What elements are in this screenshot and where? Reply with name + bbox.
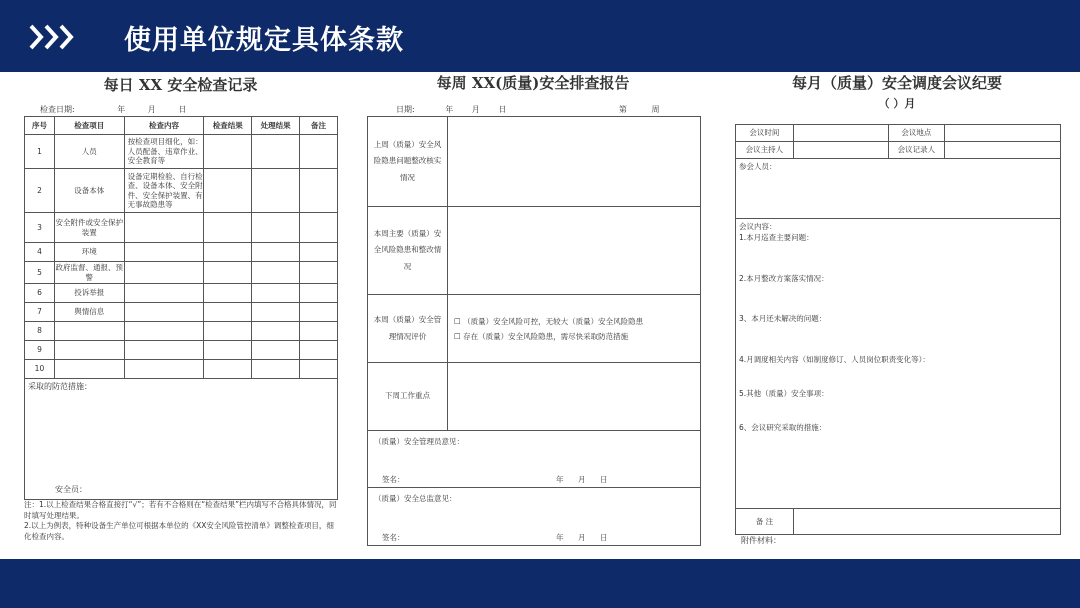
daily-table-header [25, 117, 338, 135]
row-content [124, 303, 204, 322]
row-result[interactable] [204, 322, 252, 341]
row-result[interactable] [204, 169, 252, 213]
monthly-table [735, 124, 1061, 535]
daily-date-year: 年 [117, 105, 126, 114]
row-handling[interactable] [252, 213, 300, 243]
sign-month: 月 [578, 532, 586, 542]
row-no: 10 [25, 360, 55, 379]
sign-day: 日 [600, 532, 608, 542]
content-item: 6、会议研究采取的措施： [739, 423, 827, 433]
table-row [25, 213, 338, 243]
table-row [25, 341, 338, 360]
remark-value[interactable] [793, 509, 1060, 535]
weekly-row-label: 本周（质量）安全管理情况评价 [368, 295, 448, 363]
row-handling[interactable] [252, 243, 300, 262]
weekly-report [364, 72, 702, 559]
weekly-evaluation-options [448, 295, 701, 363]
row-handling[interactable] [252, 360, 300, 379]
manager-opinion-label: （质量）安全管理员意见： [374, 437, 464, 446]
row-no: 5 [25, 262, 55, 284]
content-item: 4.月调度相关内容（如制度修订、人员岗位职责变化等）： [739, 354, 930, 364]
row-handling[interactable] [252, 341, 300, 360]
attendees-label: 参会人员： [739, 162, 777, 171]
row-remark[interactable] [300, 243, 338, 262]
meeting-time-value[interactable] [793, 125, 888, 142]
row-handling[interactable] [252, 284, 300, 303]
weekly-row-content[interactable] [448, 207, 701, 295]
row-content [124, 213, 204, 243]
attendees-box[interactable] [736, 159, 1061, 219]
daily-date-day: 日 [178, 105, 187, 114]
chevron-right-icon [28, 22, 78, 52]
recorder-label: 会议记录人 [888, 142, 945, 159]
remark-label: 备 注 [736, 509, 794, 535]
table-row [25, 360, 338, 379]
header-bar [0, 0, 1080, 72]
meeting-place-value[interactable] [945, 125, 1061, 142]
weekly-date-day: 日 [498, 105, 507, 114]
row-result[interactable] [204, 243, 252, 262]
table-row [736, 125, 1061, 142]
row-remark[interactable] [300, 303, 338, 322]
row-no: 9 [25, 341, 55, 360]
content-label: 会议内容： [739, 222, 777, 231]
host-label: 会议主持人 [736, 142, 794, 159]
monthly-minutes [731, 72, 1063, 559]
table-row [25, 284, 338, 303]
evaluation-option-checkbox[interactable]: ☐ （质量）安全风险可控，无较大（质量）安全风险隐患 [454, 316, 644, 326]
page-title: 使用单位规定具体条款 [124, 25, 404, 56]
safety-officer-label: 安全员： [55, 485, 87, 494]
row-remark[interactable] [300, 213, 338, 243]
weekly-row-content[interactable] [448, 117, 701, 207]
table-row [25, 322, 338, 341]
weekly-title: 每周 XX(质量)安全排查报告 [436, 74, 630, 92]
row-no: 6 [25, 284, 55, 303]
row-result[interactable] [204, 284, 252, 303]
sign-year: 年 [556, 474, 564, 484]
row-item: 政府监督、通报、预警 [55, 263, 124, 282]
table-row [25, 243, 338, 262]
content-item: 3、本月还未解决的问题： [739, 314, 827, 324]
table-row [25, 262, 338, 284]
row-item: 舆情信息 [54, 303, 124, 322]
weekly-week-label: 第 [618, 105, 627, 114]
row-result[interactable] [204, 360, 252, 379]
director-opinion-box[interactable] [368, 488, 701, 546]
note-2: 2.以上为例表，特种设备生产单位可根据本单位的《XX安全风险管控清单》调整检查项目，细化检查内容。 [24, 521, 334, 541]
row-content: 按检查项目细化，如：人员配备、违章作业、安全教育等 [124, 135, 204, 169]
row-handling[interactable] [252, 135, 300, 169]
daily-notes [24, 500, 338, 542]
row-item: 环境 [54, 243, 124, 262]
daily-date-label: 检查日期: [40, 105, 75, 114]
sign-day: 日 [600, 474, 608, 484]
row-content [124, 262, 204, 284]
weekly-row-label: 上周（质量）安全风险隐患问题整改核实情况 [368, 117, 448, 207]
table-row [25, 135, 338, 169]
content-item: 1.本月巡查主要问题： [739, 233, 814, 243]
row-remark[interactable] [300, 360, 338, 379]
table-row [368, 117, 701, 207]
meeting-time-label: 会议时间 [736, 125, 794, 142]
daily-check-record [22, 72, 339, 559]
row-no: 2 [25, 169, 55, 213]
recorder-value[interactable] [945, 142, 1061, 159]
row-result[interactable] [204, 262, 252, 284]
weekly-date-month: 月 [471, 105, 480, 114]
attachment-label: 附件材料： [741, 536, 781, 545]
sign-label: 签名： [382, 474, 405, 484]
table-row [25, 303, 338, 322]
sign-label: 签名： [382, 532, 405, 542]
row-item: 设备本体 [54, 169, 124, 213]
row-handling[interactable] [252, 169, 300, 213]
row-handling[interactable] [252, 322, 300, 341]
table-row [736, 142, 1061, 159]
daily-date-month: 月 [147, 105, 156, 114]
row-remark[interactable] [300, 169, 338, 213]
weekly-date-year: 年 [445, 105, 454, 114]
weekly-date-line [396, 104, 686, 115]
col-header: 检查项目 [54, 117, 124, 135]
meeting-content-box[interactable] [736, 219, 1061, 509]
row-no: 4 [25, 243, 55, 262]
row-remark[interactable] [300, 322, 338, 341]
monthly-subtitle: （ ）月 [878, 97, 916, 110]
row-item: 安全附件或安全保护装置 [54, 213, 124, 243]
weekly-row-label: 下周工作重点 [368, 363, 448, 431]
row-no: 8 [25, 322, 55, 341]
row-content [124, 341, 204, 360]
row-content [124, 322, 204, 341]
table-row [736, 219, 1061, 509]
meeting-place-label: 会议地点 [888, 125, 945, 142]
row-item [54, 360, 124, 379]
weekly-row-content[interactable] [448, 363, 701, 431]
row-remark[interactable] [300, 341, 338, 360]
sign-month: 月 [578, 474, 586, 484]
evaluation-option-checkbox[interactable]: ☐ 存在（质量）安全风险隐患，需尽快采取防范措施 [454, 331, 629, 341]
director-opinion-label: （质量）安全总监意见： [374, 494, 457, 503]
table-row [25, 169, 338, 213]
table-row [368, 295, 701, 363]
table-row [368, 431, 701, 488]
monthly-title: 每月（质量）安全调度会议纪要 [791, 74, 1002, 92]
row-no: 7 [25, 303, 55, 322]
col-header: 检查结果 [204, 117, 252, 135]
row-item: 人员 [54, 135, 124, 169]
weekly-row-label: 本周主要（质量）安全风险隐患和整改情况 [368, 207, 448, 295]
row-content: 设备定期检验、自行检查、设备本体、安全附件、安全保护装置、有无事故隐患等 [124, 169, 204, 213]
daily-title: 每日 XX 安全检查记录 [103, 76, 258, 94]
row-result[interactable] [204, 303, 252, 322]
row-no: 3 [25, 213, 55, 243]
col-header: 序号 [25, 117, 55, 135]
row-remark[interactable] [300, 135, 338, 169]
row-handling[interactable] [252, 262, 300, 284]
measures-box[interactable] [24, 378, 338, 500]
row-remark[interactable] [300, 284, 338, 303]
row-item: 投诉举报 [54, 284, 124, 303]
row-result[interactable] [204, 213, 252, 243]
footer-bar [0, 559, 1080, 608]
row-no: 1 [25, 135, 55, 169]
sign-year: 年 [556, 532, 564, 542]
table-row [368, 207, 701, 295]
row-content [124, 284, 204, 303]
row-content [124, 360, 204, 379]
col-header: 备注 [300, 117, 338, 135]
row-content [124, 243, 204, 262]
row-handling[interactable] [252, 303, 300, 322]
row-item [54, 341, 124, 360]
row-item [54, 322, 124, 341]
content-item: 2.本月整改方案落实情况： [739, 273, 829, 283]
note-1: 注：1.以上检查结果合格直接打“√”；若有不合格则在“检查结果”栏内填写不合格具体情况，同时填写处理结果。 [24, 500, 337, 520]
host-value[interactable] [793, 142, 888, 159]
weekly-date-label: 日期: [396, 105, 415, 114]
row-result[interactable] [204, 135, 252, 169]
table-row [736, 509, 1061, 535]
manager-opinion-box[interactable] [368, 431, 701, 488]
table-row [368, 488, 701, 546]
weekly-table [367, 116, 701, 546]
content-item: 5.其他（质量）安全事项： [739, 388, 829, 398]
row-result[interactable] [204, 341, 252, 360]
table-row [368, 363, 701, 431]
table-row [736, 159, 1061, 219]
row-remark[interactable] [300, 262, 338, 284]
daily-date-line [40, 104, 186, 115]
col-header: 处理结果 [252, 117, 300, 135]
col-header: 检查内容 [124, 117, 204, 135]
weekly-week-unit: 周 [651, 105, 660, 114]
measures-label: 采取的防范措施： [28, 382, 92, 391]
daily-table [24, 116, 338, 379]
